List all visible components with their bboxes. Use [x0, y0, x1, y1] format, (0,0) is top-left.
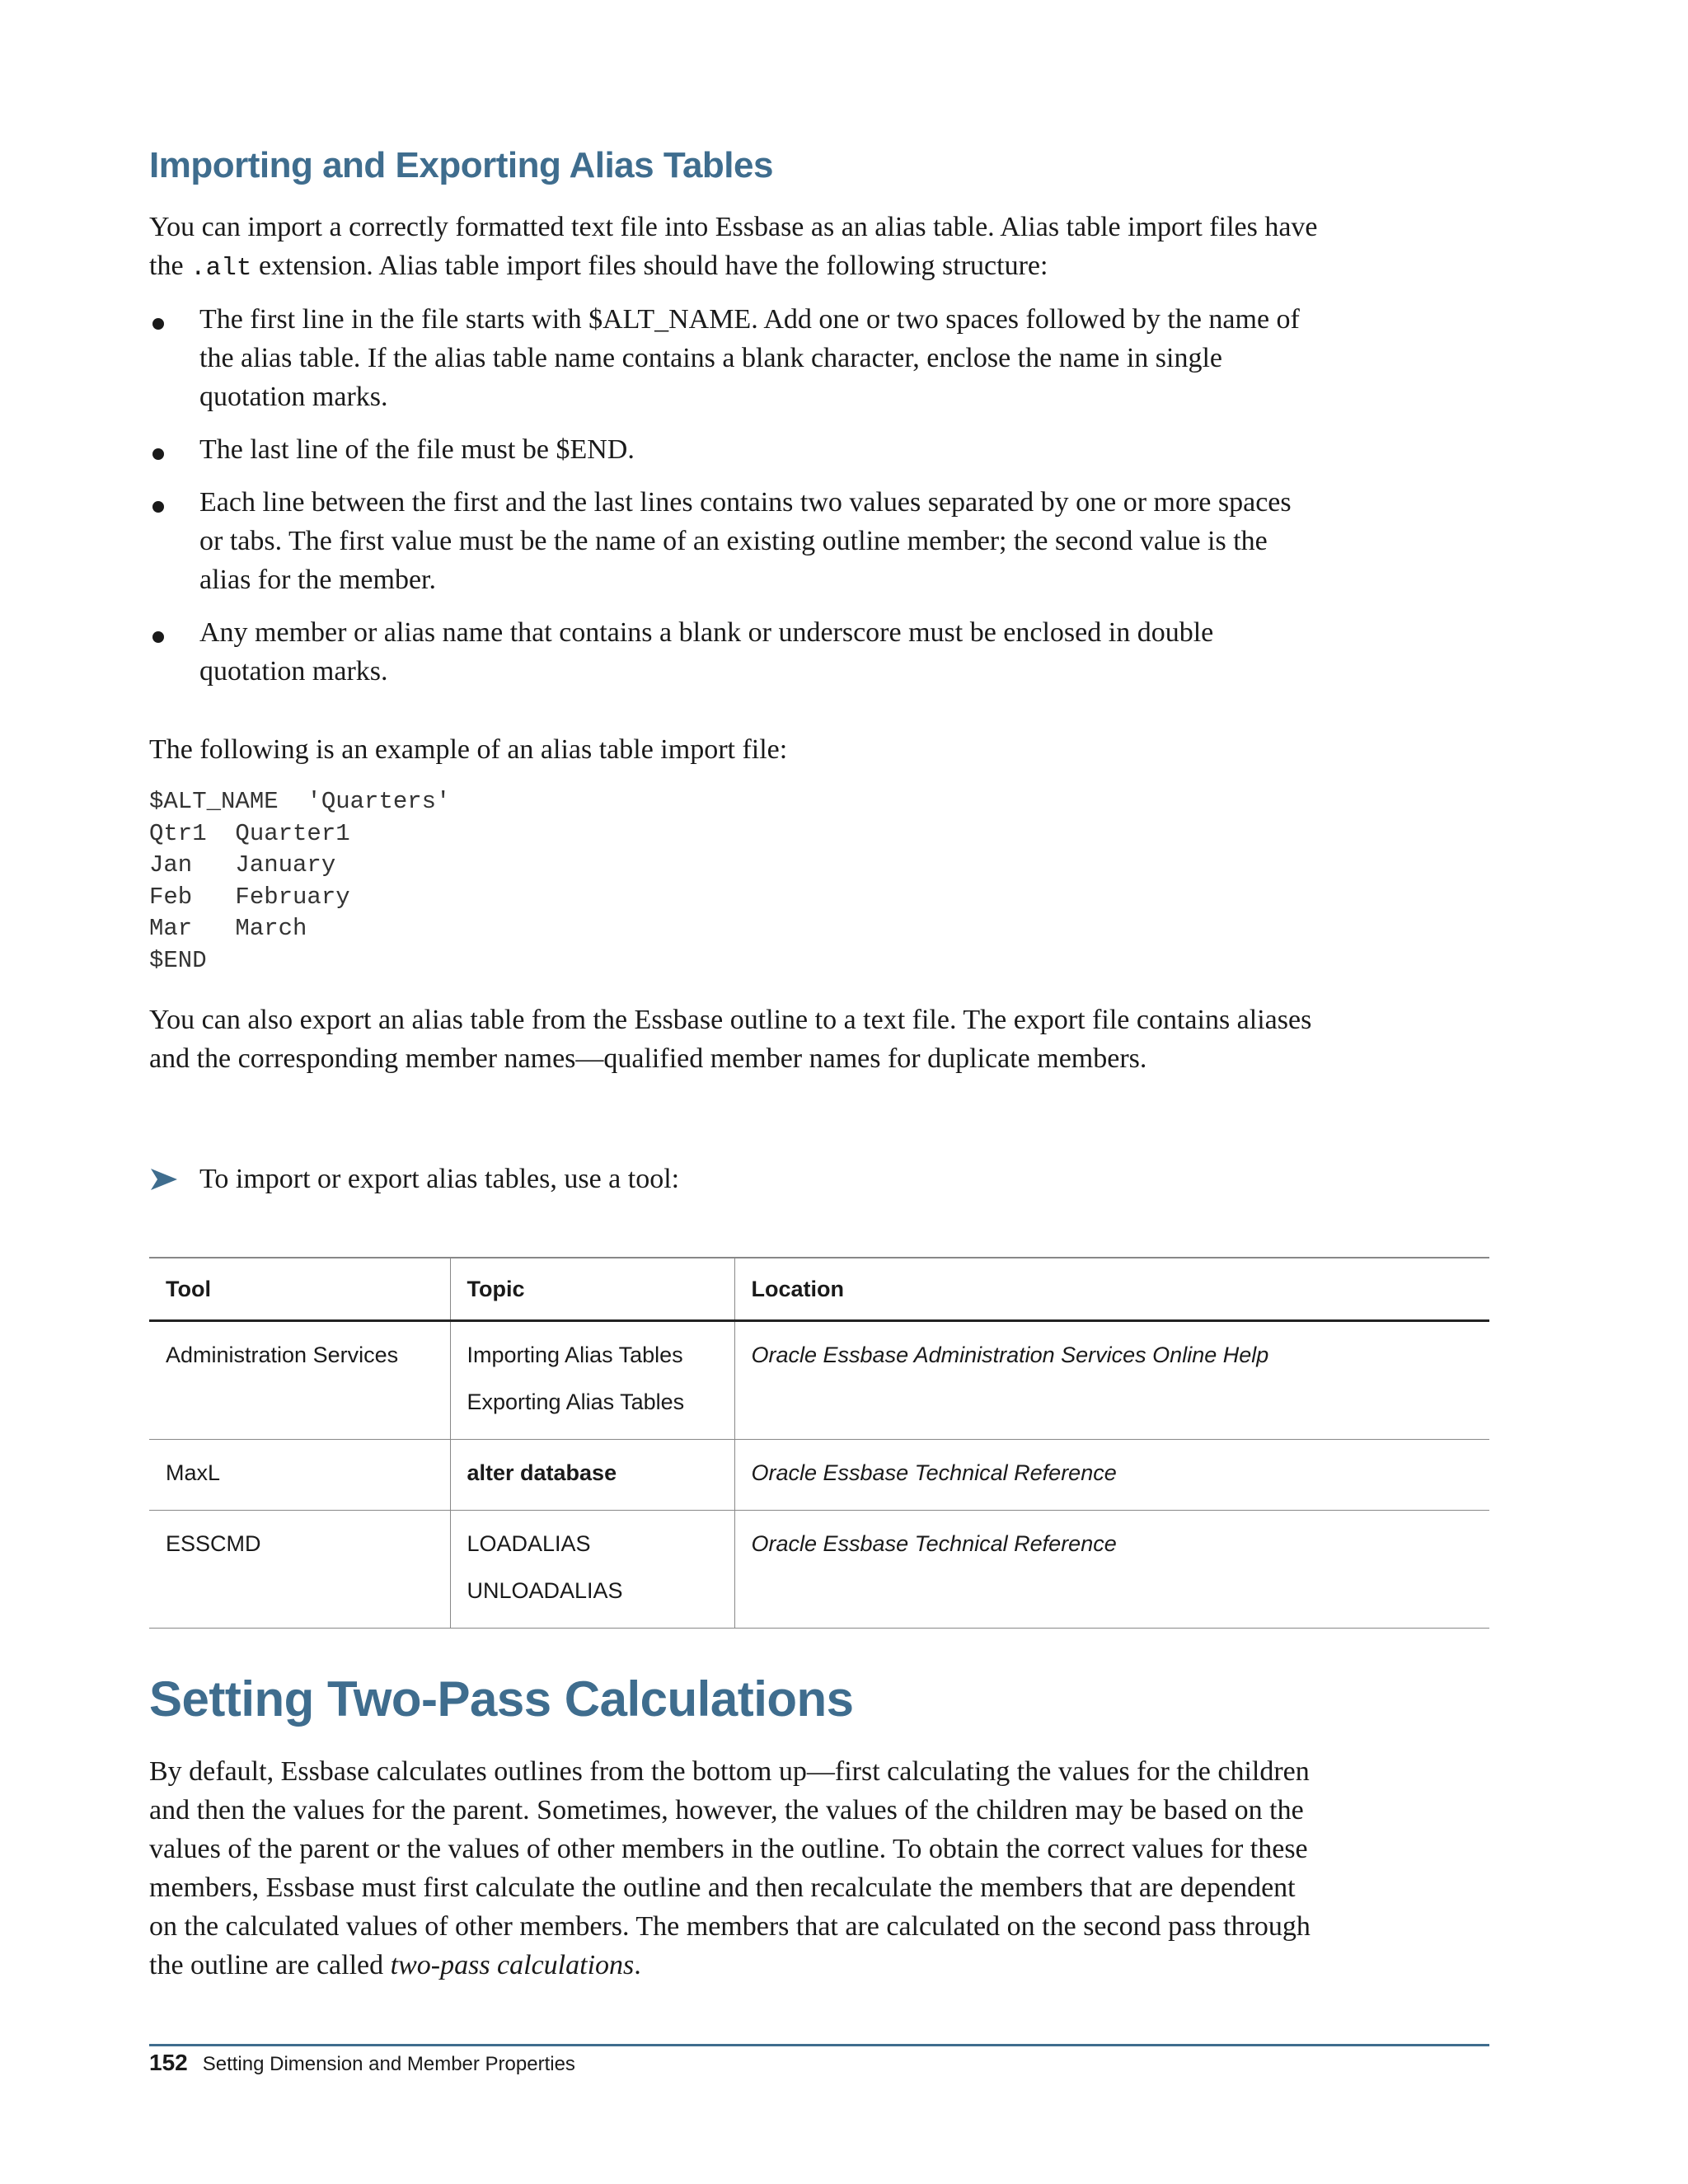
- procedure-text: To import or export alias tables, use a tool:: [199, 1164, 680, 1194]
- page-footer: [149, 2050, 575, 2076]
- section-heading-alias-tables: Importing and Exporting Alias Tables: [149, 145, 773, 185]
- two-pass-end: .: [634, 1950, 641, 1980]
- header-location: Location: [734, 1258, 1489, 1321]
- two-pass-term: two-pass calculations: [390, 1950, 635, 1980]
- footer-divider: [149, 2044, 1489, 2046]
- cell-tool: MaxL: [149, 1440, 450, 1511]
- code-line: Qtr1 Quarter1: [149, 819, 350, 847]
- two-pass-text: By default, Essbase calculates outlines from the bottom up—first calculating the values for the children and then the values for the parent. Sometimes, however, the values of the children may be based on the values of the parent or the values of other members in the outline. To obtain the correct values for these members, Essbase must first calculate the outline and then recalculate the members that are dependent on the calculated values of other members. The members that are calculated on the second pass through the outline are called: [149, 1756, 1311, 1980]
- topic-line: UNLOADALIAS: [467, 1578, 623, 1603]
- chapter-title: Setting Dimension and Member Properties: [202, 2053, 575, 2075]
- bullet-dot-icon: [152, 501, 164, 513]
- intro-text-b: extension. Alias table import files should have the following structure:: [251, 251, 1048, 281]
- bullet-dot-icon: [152, 448, 164, 460]
- table-header-row: [149, 1258, 1489, 1321]
- page-number: 152: [149, 2050, 188, 2075]
- bullet-text: The first line in the file starts with $ALT_NAME. Add one or two spaces followed by the name of the alias table. If the alias table name contains a blank character, enclose the name in single quotation marks.: [199, 304, 1300, 412]
- code-line: Feb February: [149, 883, 350, 911]
- arrow-right-icon: [149, 1167, 179, 1192]
- table-row: [149, 1321, 1489, 1440]
- bullet-text: The last line of the file must be $END.: [199, 434, 635, 465]
- table-row: [149, 1511, 1489, 1629]
- topic-line: Importing Alias Tables: [467, 1343, 683, 1367]
- cell-location: Oracle Essbase Technical Reference: [734, 1440, 1489, 1511]
- bullet-dot-icon: [152, 631, 164, 643]
- header-tool: Tool: [149, 1258, 450, 1321]
- code-line: $ALT_NAME 'Quarters': [149, 788, 451, 815]
- cell-tool: ESSCMD: [149, 1511, 450, 1629]
- cell-topic: [450, 1321, 734, 1440]
- intro-paragraph: [149, 208, 1320, 288]
- bullet-item: [149, 300, 1320, 416]
- topic-line: LOADALIAS: [467, 1531, 591, 1556]
- cell-tool: Administration Services: [149, 1321, 450, 1440]
- structure-bullet-list: [149, 300, 1320, 705]
- two-pass-paragraph: [149, 1752, 1320, 1985]
- procedure-step: [149, 1160, 679, 1198]
- export-paragraph: You can also export an alias table from the Essbase outline to a text file. The export file contains aliases and the corresponding member names—qualified member names for duplicate members.: [149, 1005, 1312, 1074]
- bullet-text: Any member or alias name that contains a blank or underscore must be enclosed in double quotation marks.: [199, 617, 1214, 687]
- table-row: [149, 1440, 1489, 1511]
- cell-topic: alter database: [450, 1440, 734, 1511]
- bullet-dot-icon: [152, 318, 164, 330]
- code-line: $END: [149, 946, 207, 974]
- code-line: Mar March: [149, 915, 307, 942]
- cell-location: Oracle Essbase Administration Services Online Help: [734, 1321, 1489, 1440]
- example-intro: The following is an example of an alias table import file:: [149, 734, 788, 765]
- header-topic: Topic: [450, 1258, 734, 1321]
- alias-file-example: [149, 786, 450, 977]
- bullet-item: [149, 430, 1320, 469]
- topic-line: Exporting Alias Tables: [467, 1390, 685, 1414]
- bullet-item: [149, 483, 1320, 599]
- intro-text-a: You can import a correctly formatted text file into Essbase as an alias table. Alias table import files have the: [149, 212, 1318, 281]
- bullet-item: [149, 613, 1320, 691]
- section-heading-two-pass: Setting Two-Pass Calculations: [149, 1671, 854, 1727]
- tools-table: [149, 1257, 1489, 1629]
- cell-topic: [450, 1511, 734, 1629]
- file-extension-code: .alt: [190, 254, 252, 283]
- cell-location: Oracle Essbase Technical Reference: [734, 1511, 1489, 1629]
- bullet-text: Each line between the first and the last lines contains two values separated by one or more spaces or tabs. The first value must be the name of an existing outline member; the second value is the alias for the member.: [199, 487, 1292, 595]
- code-line: Jan January: [149, 851, 336, 879]
